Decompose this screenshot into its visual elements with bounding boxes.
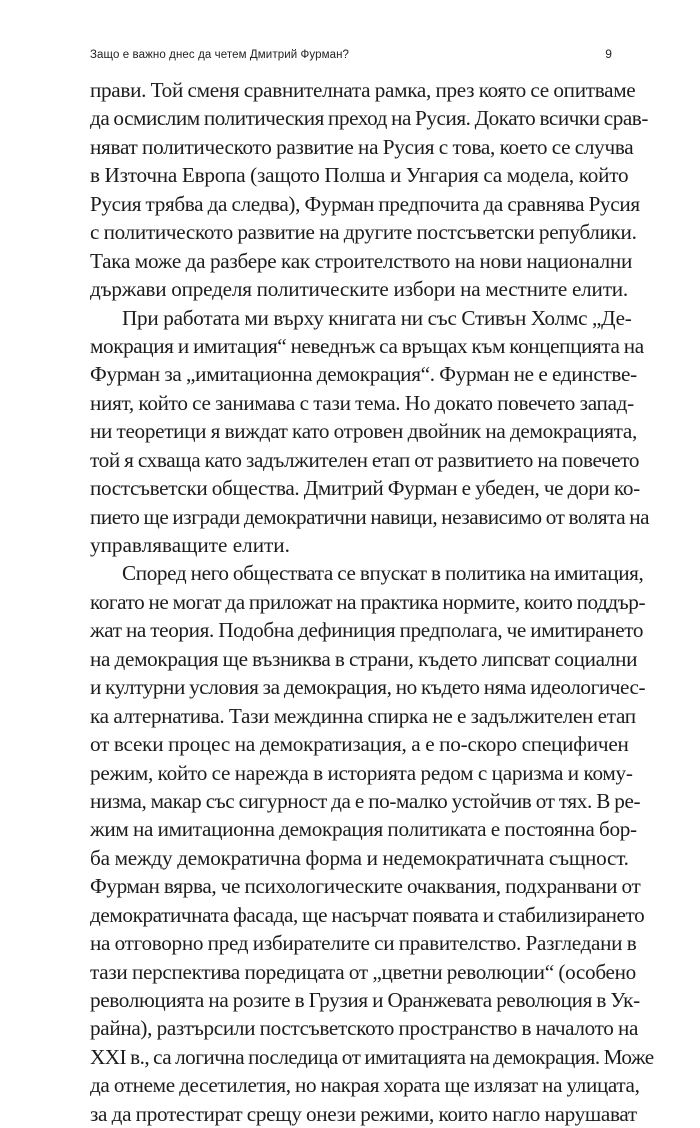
text-line: ни теоретици я виждат като отровен двойник на демокрацията, (90, 419, 637, 444)
text-line: ба между демократична форма и недемократичната същност. (90, 845, 629, 870)
text-line: ка алтернатива. Тази междинна спирка не е задължителен етап (90, 703, 636, 728)
text-line: прави. Той сменя сравнителната рамка, през която се опитваме (90, 78, 636, 102)
paragraph (90, 559, 654, 1128)
text-line: той я схваща като задължителен етап от развитието на повечето (90, 447, 640, 472)
text-line: жим на имитационна демокрация политиката е постоянна бор- (90, 817, 637, 842)
paragraph (90, 304, 650, 560)
text-line: жат на теория. Подобна дефиниция предполага, че имитирането (90, 618, 644, 643)
text-line: на отговорно пред избирателите си правителство. Разгледани в (90, 931, 637, 956)
text-line: управляващите елити. (90, 533, 290, 557)
text-line: Фурман вярва, че психологическите очаквания, подхранвани от (90, 874, 641, 899)
text-line: XXI в., са логична последица от имитацията на демокрация. Може (90, 1044, 654, 1069)
text-line: демократичната фасада, ще насърчат появата и стабилизирането (90, 902, 645, 927)
text-line: При работата ми върху книгата ни със Стивън Холмс „Де- (122, 305, 632, 330)
text-line: да отнеме десетилетия, но накрая хората ще излязат на улицата, (90, 1073, 640, 1098)
text-line: когато не могат да приложат на практика нормите, които поддър- (90, 589, 646, 614)
text-line: от всеки процес на демократизация, а е по-скоро специфичен (90, 732, 629, 757)
text-line: и културни условия за демокрация, но където няма идеологичес- (90, 675, 646, 700)
text-line: в Източна Европа (защото Полша и Унгария са модела, който (90, 163, 629, 188)
text-line: райна), разтърсили постсъветското пространство в началото на (90, 1016, 639, 1041)
body-text (90, 76, 654, 1128)
paragraph (90, 76, 648, 304)
text-line: пието ще изгради демократични навици, независимо от волята на (90, 504, 650, 529)
text-line: режим, който се нарежда в историята редом с царизма и кому- (90, 760, 633, 785)
text-line: с политическото развитие на другите постсъветски републики. (90, 220, 637, 245)
text-line: няват политическото развитие на Русия с това, което се случва (90, 134, 634, 159)
text-line: тази перспектива поредицата от „цветни революции“ (особено (90, 959, 636, 984)
text-line: ният, който се занимава с тази тема. Но докато повечето запад- (90, 390, 634, 415)
text-line: низма, макар със сигурност да е по-малко устойчив от тях. В ре- (90, 788, 641, 813)
text-line: да осмислим политическия преход на Русия. Докато всички срав- (90, 106, 648, 131)
text-line: Според него обществата се впускат в политика на имитация, (122, 561, 644, 586)
text-line: революцията на розите в Грузия и Оранжевата революция в Ук- (90, 988, 640, 1012)
text-line: мокрация и имитация“ неведнъж са връщах към концепцията на (90, 333, 644, 358)
text-line: държави определя политическите избори на местните елити. (90, 277, 629, 302)
text-line: за да протестират срещу онези режими, които нагло нарушават (90, 1101, 637, 1126)
text-line: постсъветски общества. Дмитрий Фурман е убеден, че дори ко- (90, 476, 640, 501)
running-header (90, 47, 612, 63)
text-line: на демокрация ще възниква в страни, където липсват социални (90, 646, 638, 671)
running-title: Защо е важно днес да четем Дмитрий Фурман? (90, 49, 350, 61)
text-line: Фурман за „имитационна демокрация“. Фурман не е единстве- (90, 362, 637, 387)
page-number: 9 (605, 47, 612, 61)
text-line: Така може да разбере как строителството на нови национални (90, 248, 633, 273)
text-line: Русия трябва да следва), Фурман предпочита да сравнява Русия (90, 191, 640, 216)
